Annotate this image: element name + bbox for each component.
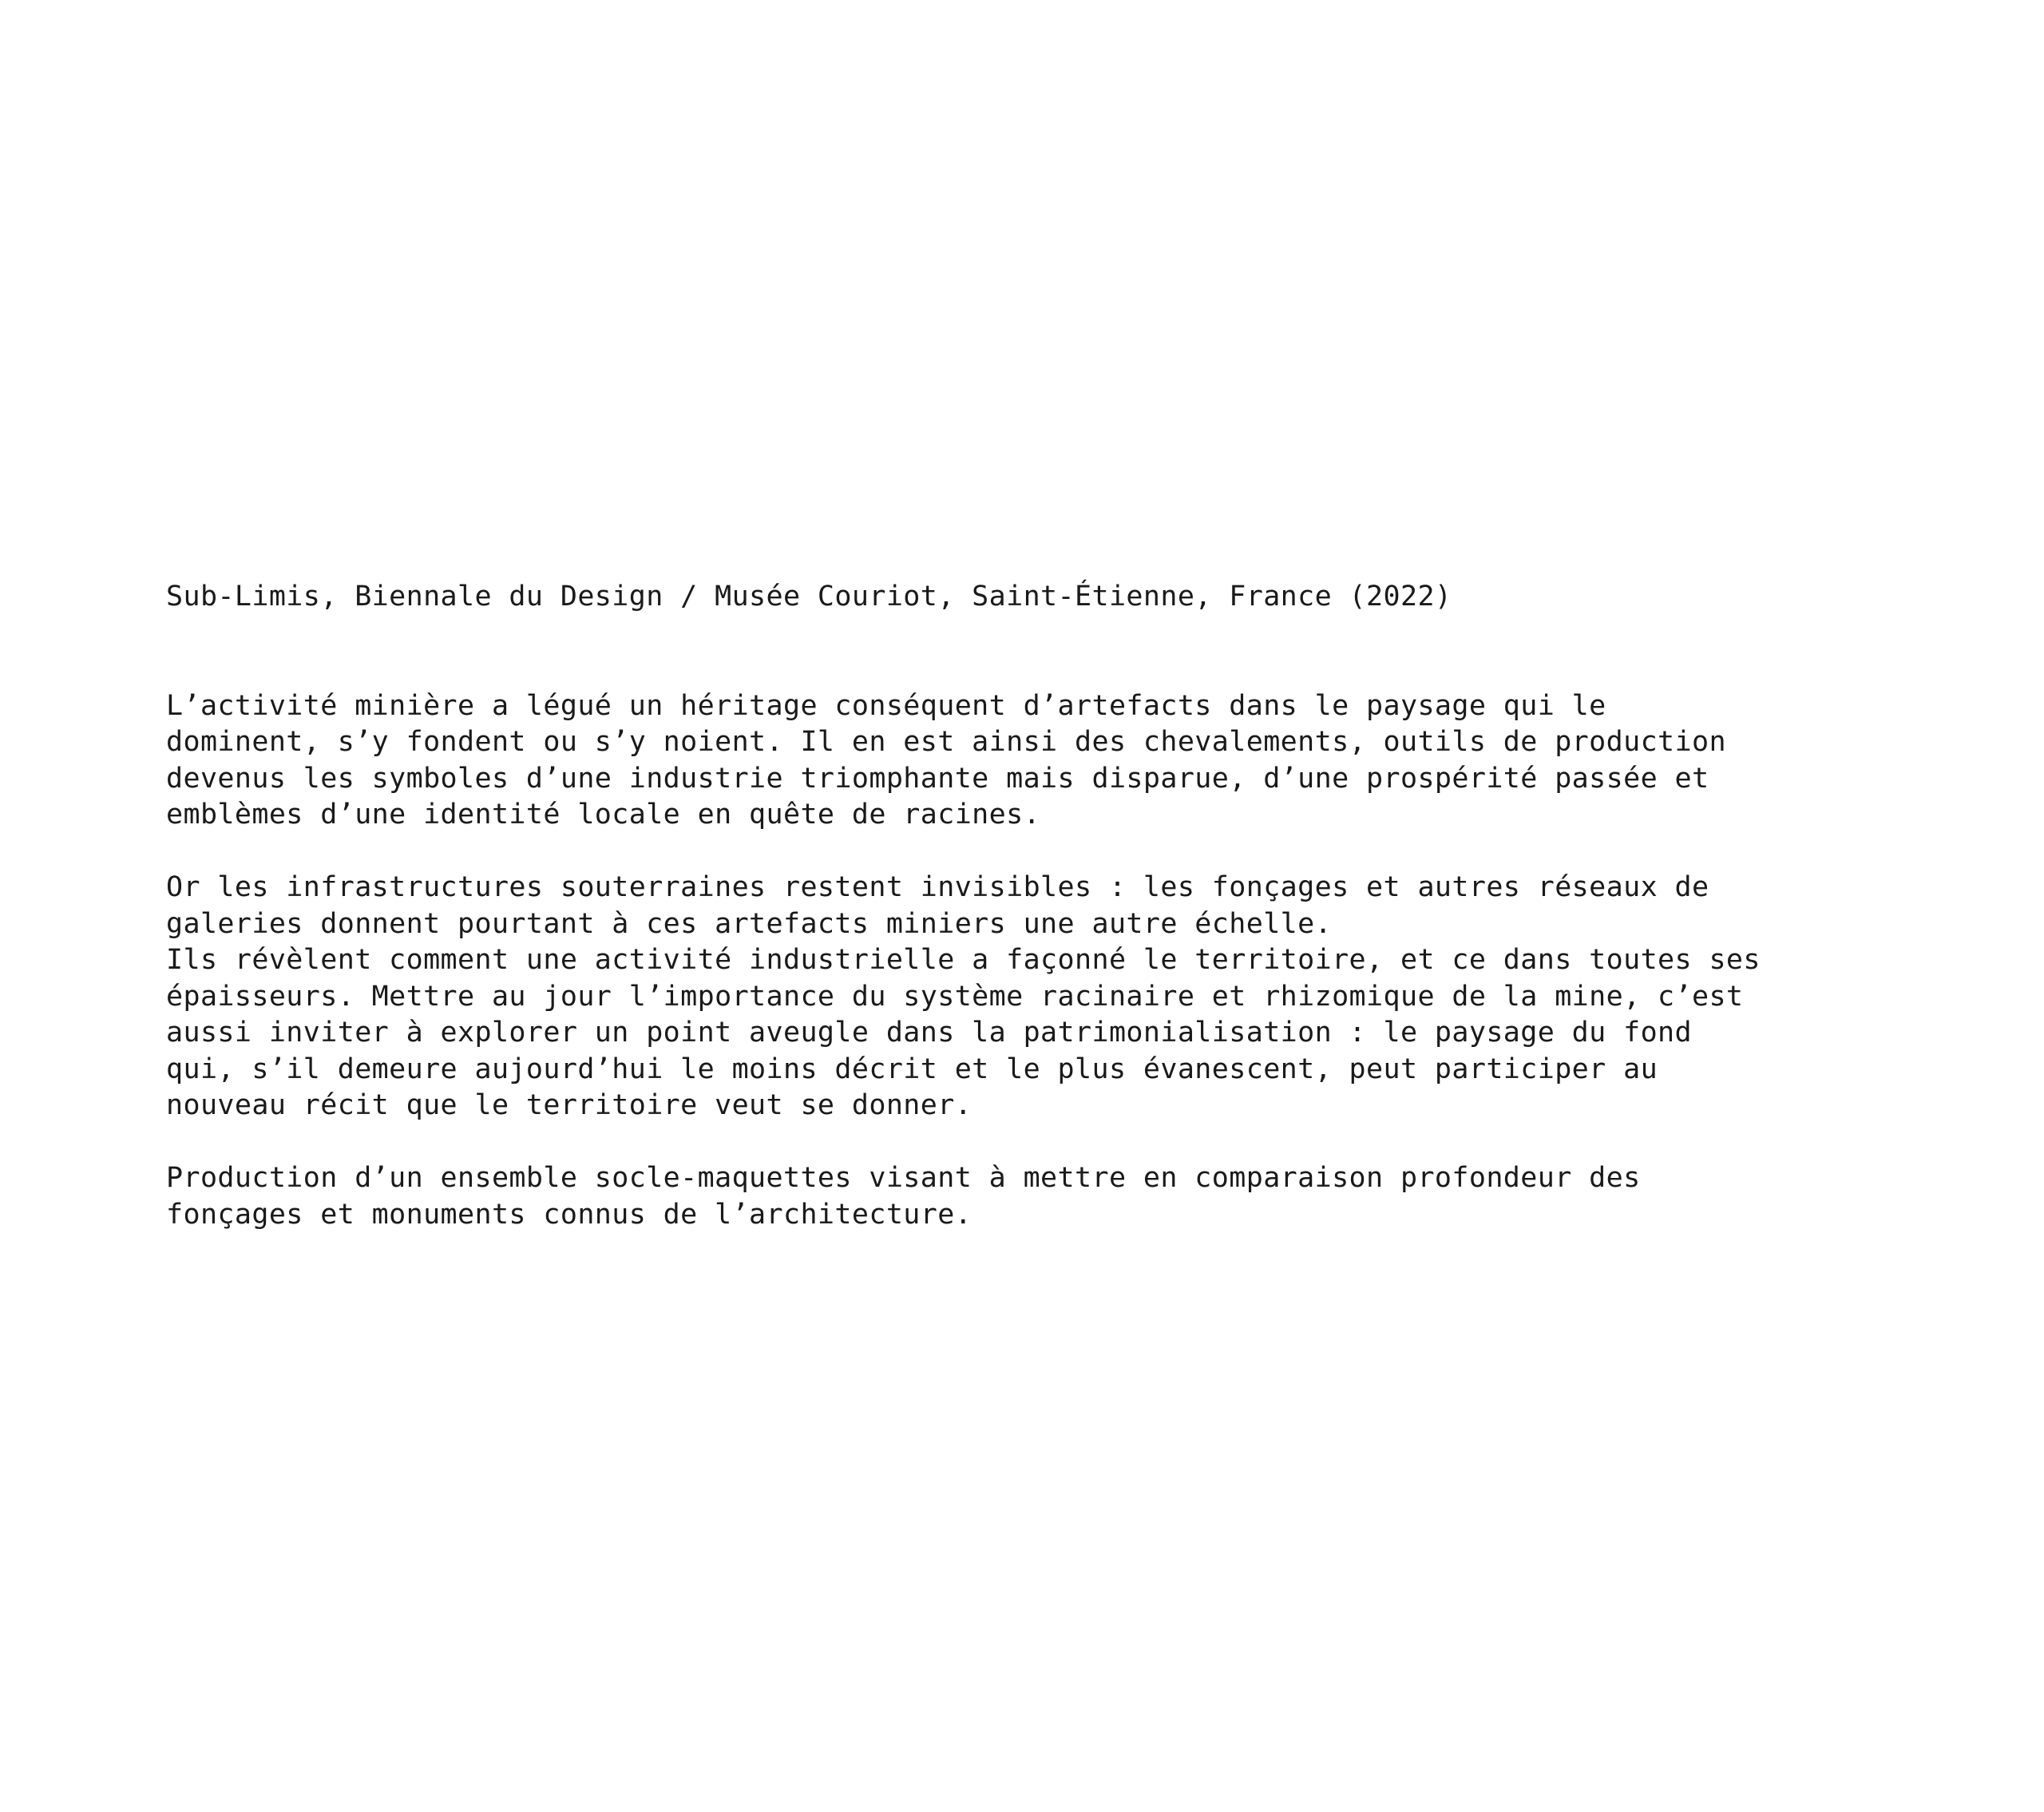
text-line: emblèmes d’une identité locale en quête de racines. bbox=[166, 799, 1041, 831]
paragraph-mining-heritage bbox=[166, 688, 2002, 834]
text-line: nouveau récit que le territoire veut se donner. bbox=[166, 1089, 972, 1121]
text-line: Or les infrastructures souterraines restent invisibles : les fonçages et autres réseaux de bbox=[166, 871, 1709, 903]
text-line: Ils révèlent comment une activité industrielle a façonné le territoire, et ce dans toutes ses bbox=[166, 944, 1761, 976]
text-line: galeries donnent pourtant à ces artefacts miniers une autre échelle. bbox=[166, 907, 1333, 940]
paragraph-underground-infrastructure bbox=[166, 870, 2002, 1124]
project-description bbox=[166, 579, 2002, 1233]
paragraph-production bbox=[166, 1160, 2002, 1233]
text-line: Production d’un ensemble socle-maquettes visant à mettre en comparaison profondeur des bbox=[166, 1162, 1641, 1194]
project-title: Sub-Limis, Biennale du Design / Musée Couriot, Saint-Étienne, France (2022) bbox=[166, 581, 1452, 613]
text-line: qui, s’il demeure aujourd’hui le moins décrit et le plus évanescent, peut participer au bbox=[166, 1053, 1658, 1085]
text-line: fonçages et monuments connus de l’architecture. bbox=[166, 1198, 972, 1231]
text-line: dominent, s’y fondent ou s’y noient. Il en est ainsi des chevalements, outils de production bbox=[166, 726, 1726, 758]
text-line: aussi inviter à explorer un point aveugle dans la patrimonialisation : le paysage du fond bbox=[166, 1017, 1692, 1049]
text-line: devenus les symboles d’une industrie triomphante mais disparue, d’une prospérité passée et bbox=[166, 762, 1709, 795]
text-line: épaisseurs. Mettre au jour l’importance du système racinaire et rhizomique de la mine, c’est bbox=[166, 980, 1744, 1013]
text-line: L’activité minière a légué un héritage conséquent d’artefacts dans le paysage qui le bbox=[166, 689, 1606, 722]
